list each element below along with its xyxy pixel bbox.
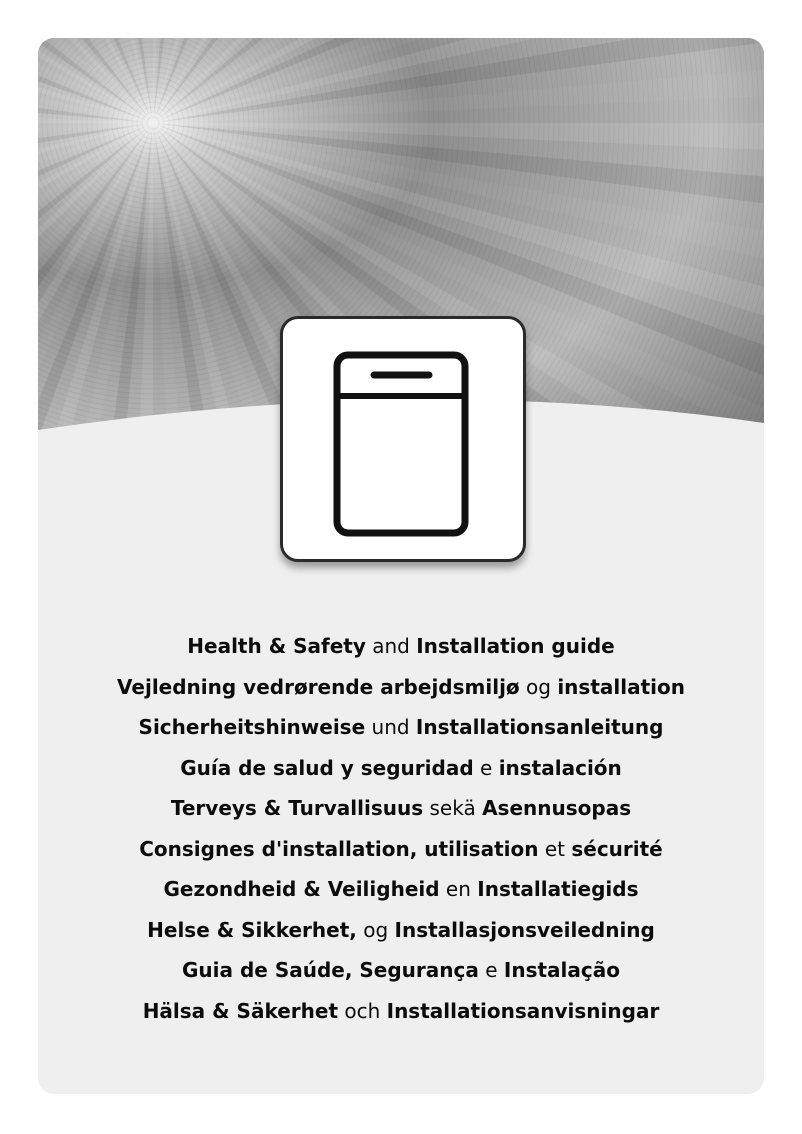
title-conjunction: og	[519, 674, 558, 699]
title-bold: Sicherheitshinweise	[138, 715, 366, 739]
title-line-de	[38, 707, 764, 748]
title-bold: Installatiegids	[477, 877, 639, 901]
title-bold: instalación	[498, 755, 622, 780]
dishwasher-icon	[283, 319, 523, 559]
title-conjunction: et	[538, 836, 572, 861]
title-line-sv	[38, 991, 764, 1032]
title-bold: Vejledning vedrørende arbejdsmiljø	[117, 674, 520, 699]
title-bold: Hälsa & Säkerhet	[142, 998, 338, 1023]
title-line-es	[38, 748, 764, 789]
title-conjunction: sekä	[423, 796, 483, 820]
title-conjunction: og	[356, 917, 395, 942]
title-bold: Health & Safety	[187, 634, 366, 658]
title-bold: Helse & Sikkerhet,	[147, 917, 357, 942]
title-bold: Installationsanleitung	[415, 715, 664, 739]
title-line-fr	[38, 829, 764, 870]
title-bold: Guía de salud y seguridad	[180, 755, 474, 780]
title-bold: Gezondheid & Veiligheid	[163, 877, 440, 901]
title-conjunction: en	[439, 877, 478, 901]
title-bold: Instalação	[503, 958, 620, 982]
cover-card	[38, 38, 764, 1094]
title-bold: Guia de Saúde, Segurança	[182, 958, 479, 982]
title-line-fi	[38, 788, 764, 829]
title-bold: Installationsanvisningar	[386, 998, 660, 1023]
title-line-pt	[38, 950, 764, 991]
title-bold: sécurité	[571, 836, 663, 861]
title-bold: Installation guide	[416, 634, 615, 658]
title-conjunction: e	[478, 958, 504, 982]
title-line-no	[38, 910, 764, 951]
title-conjunction: and	[365, 634, 417, 658]
title-line-en	[38, 626, 764, 667]
title-conjunction: und	[365, 715, 416, 739]
title-bold: installation	[557, 674, 685, 699]
dishwasher-icon-tile	[280, 316, 526, 562]
title-bold: Consignes d'installation, utilisation	[139, 836, 539, 861]
title-conjunction: och	[338, 998, 387, 1023]
title-bold: Installasjonsveiledning	[394, 917, 655, 942]
title-line-da	[38, 667, 764, 708]
title-line-nl	[38, 869, 764, 910]
guide-titles	[38, 626, 764, 1031]
title-bold: Asennusopas	[482, 796, 632, 820]
title-conjunction: e	[473, 755, 499, 780]
title-bold: Terveys & Turvallisuus	[170, 796, 424, 820]
